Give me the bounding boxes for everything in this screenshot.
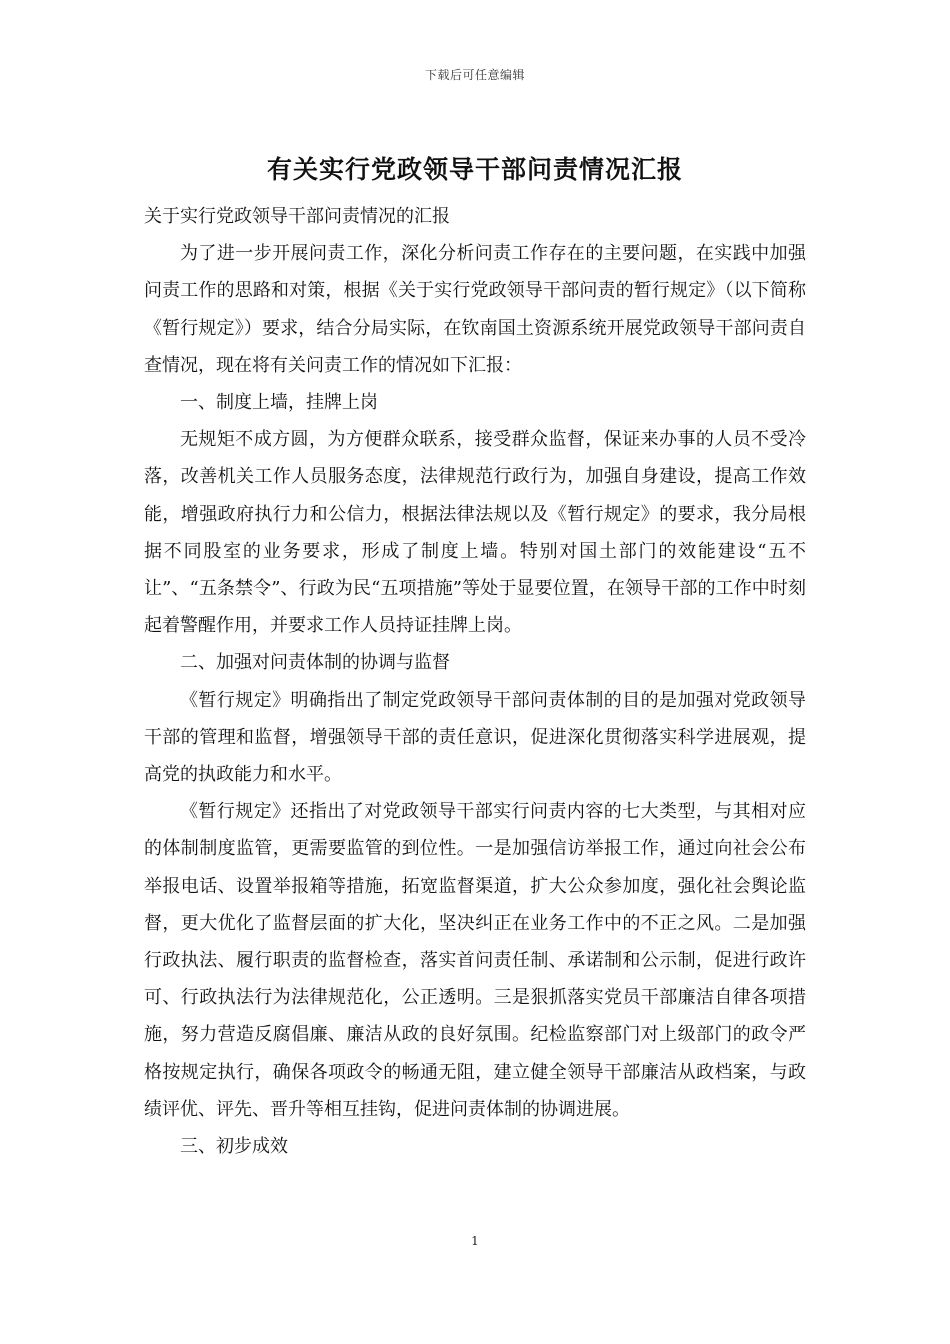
page-number: 1 <box>471 1234 479 1248</box>
document-title: 有关实行党政领导干部问责情况汇报 <box>266 155 683 184</box>
header-note: 下载后可任意编辑 <box>424 68 525 82</box>
section-2-paragraph-2: 《暂行规定》还指出了对党政领导干部实行问责内容的七大类型，与其相对应的体制制度监管，更需要监管的到位性。一是加强信访举报工作，通过向社会公布举报电话、设置举报箱等措施，拓宽监督渠道，扩大公众参加度，强化社会舆论监督，更大优化了监督层面的扩大化，坚决纠正在业务工作中的不正之风。二是加强行政执法、履行职责的监督检查，落实首问责任制、承诺制和公示制，促进行政许可、行政执法行为法律规范化，公正透明。三是狠抓落实党员干部廉洁自律各项措施，努力营造反腐倡廉、廉洁从政的良好氛围。纪检监察部门对上级部门的政令严格按规定执行，确保各项政令的畅通无阻，建立健全领导干部廉洁从政档案，与政绩评优、评先、晋升等相互挂钩，促进问责体制的协调进展。 <box>144 801 806 1120</box>
intro-paragraph: 为了进一步开展问责工作，深化分析问责工作存在的主要问题，在实践中加强问责工作的思路和对策，根据《关于实行党政领导干部问责的暂行规定》（以下简称《暂行规定》）要求，结合分局实际，在钦南国土资源系统开展党政领导干部问责自查情况，现在将有关问责工作的情况如下汇报： <box>144 243 806 376</box>
subtitle-line: 关于实行党政领导干部问责情况的汇报 <box>144 206 450 227</box>
section-1-paragraph: 无规矩不成方圆，为方便群众联系，接受群众监督，保证来办事的人员不受冷落，改善机关工作人员服务态度，法律规范行政行为，加强自身建设，提高工作效能，增强政府执行力和公信力，根据法律法规以及《暂行规定》的要求，我分局根据不同股室的业务要求，形成了制度上墙。特别对国土部门的效能建设“五不让”、“五条禁令”、行政为民“五项措施”等处于显要位置，在领导干部的工作中时刻起着警醒作用，并要求工作人员持证挂牌上岗。 <box>144 429 806 637</box>
section-2-paragraph-1: 《暂行规定》明确指出了制定党政领导干部问责体制的目的是加强对党政领导干部的管理和监督，增强领导干部的责任意识，促进深化贯彻落实科学进展观，提高党的执政能力和水平。 <box>144 689 806 786</box>
section-heading-2: 二、加强对问责体制的协调与监督 <box>180 652 450 674</box>
document-body <box>144 198 806 1165</box>
section-heading-1: 一、制度上墙，挂牌上岗 <box>180 392 378 414</box>
section-heading-3: 三、初步成效 <box>180 1136 288 1158</box>
